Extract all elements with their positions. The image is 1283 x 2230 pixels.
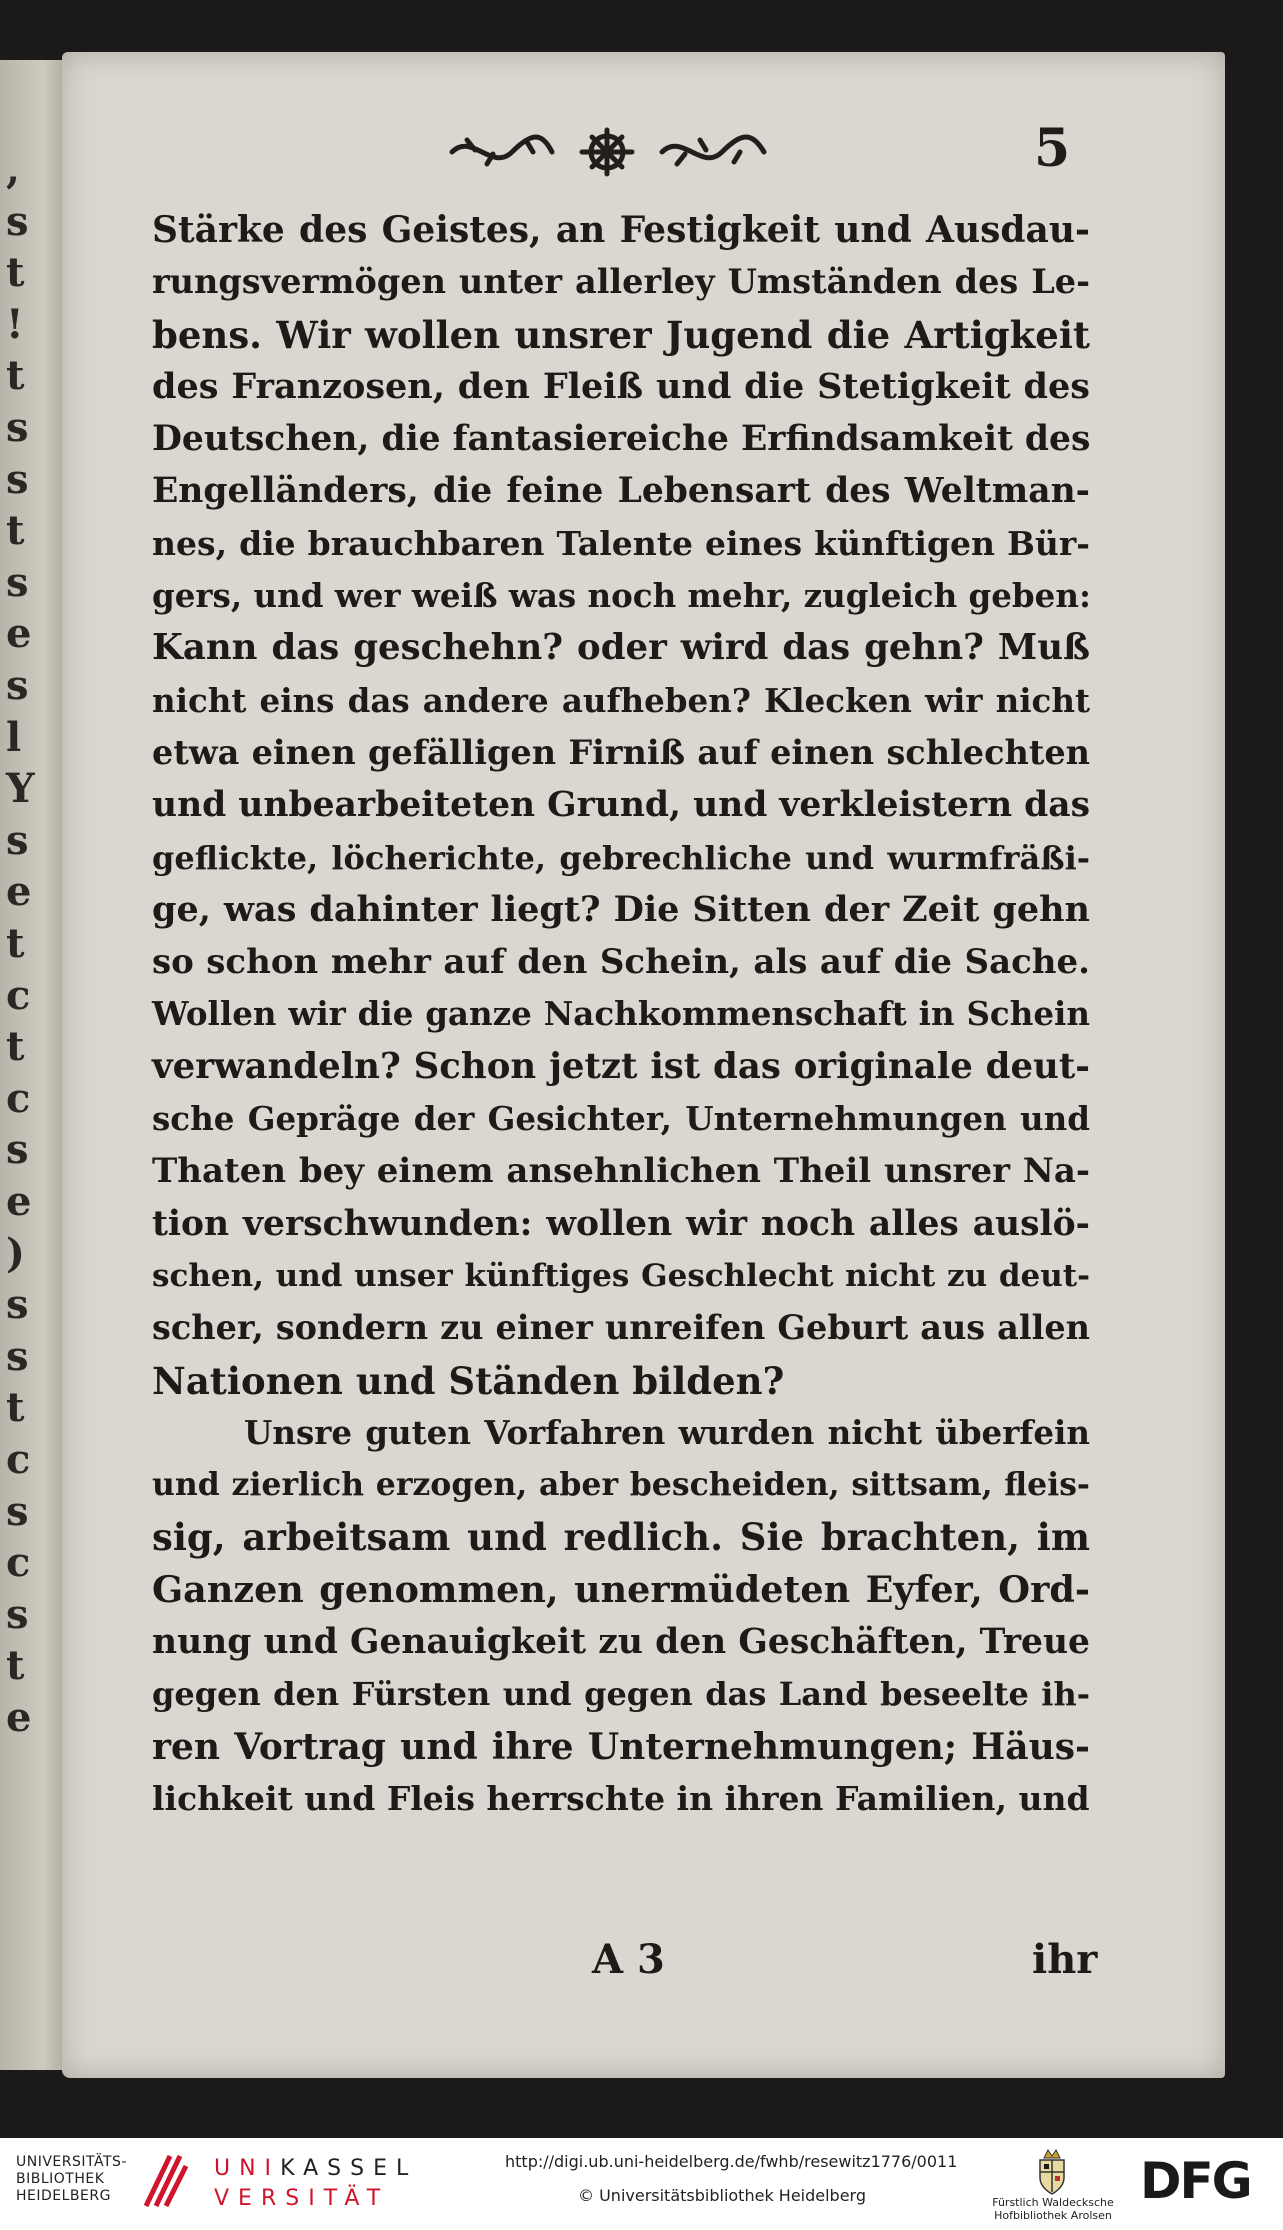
ub-heidelberg-logo[interactable] xyxy=(16,2154,127,2205)
text-line: und unbearbeiteten Grund, und verkleistern das xyxy=(152,785,1091,826)
margin-char: , xyxy=(6,146,20,193)
text-line: lichkeit und Fleis herrschte in ihren Familien, und xyxy=(152,1778,1090,1818)
margin-char: s xyxy=(6,404,29,451)
margin-char: ) xyxy=(6,1229,25,1277)
text-line: nes, die brauchbaren Talente eines künftigen Bür- xyxy=(152,523,1090,563)
margin-char: e xyxy=(6,868,32,916)
margin-char: t xyxy=(6,1642,25,1690)
margin-char: l xyxy=(6,713,22,761)
kassel-logo-icon xyxy=(140,2150,188,2212)
footer-bar xyxy=(0,2138,1283,2230)
text-line: gegen den Fürsten und gegen das Land beseelte ih- xyxy=(152,1675,1090,1714)
signature-mark: A 3 xyxy=(592,1936,665,1983)
copyright-notice: © Universitätsbibliothek Heidelberg xyxy=(578,2186,867,2205)
arolsen-library-label xyxy=(988,2196,1118,2222)
text-line: Deutschen, die fantasiereiche Erfindsamkeit des xyxy=(152,419,1091,460)
margin-char: s xyxy=(6,1332,29,1380)
margin-char: t xyxy=(6,1384,25,1432)
margin-char: t xyxy=(6,507,25,555)
margin-char: ! xyxy=(6,300,24,348)
arolsen-crest-icon xyxy=(1036,2146,1068,2196)
kassel-uni: UNI xyxy=(214,2156,281,2181)
text-line: und zierlich erzogen, aber bescheiden, sittsam, fleis- xyxy=(152,1466,1090,1504)
margin-char: c xyxy=(6,1074,31,1122)
ub-logo-line: BIBLIOTHEK xyxy=(16,2171,105,2187)
margin-char: e xyxy=(6,1694,32,1741)
kassel-versitaet: VERSITÄT xyxy=(214,2186,390,2211)
text-line: des Franzosen, den Fleiß und die Stetigkeit des xyxy=(152,365,1090,407)
margin-char: t xyxy=(6,249,25,297)
text-line: rungsvermögen unter allerley Umständen des Le- xyxy=(152,262,1090,302)
margin-char: s xyxy=(6,662,29,709)
arolsen-line: Hofbibliothek Arolsen xyxy=(994,2209,1112,2222)
margin-char: s xyxy=(6,558,29,606)
text-line: Stärke des Geistes, an Festigkeit und Ausdau- xyxy=(152,209,1090,251)
text-line: Ganzen genommen, unermüdeten Eyfer, Ord- xyxy=(152,1567,1090,1611)
text-line: sche Gepräge der Gesichter, Unternehmungen und xyxy=(152,1099,1090,1139)
ub-logo-line: HEIDELBERG xyxy=(16,2188,111,2204)
text-line: Unsre guten Vorfahren wurden nicht überfein xyxy=(244,1412,1090,1452)
margin-char: c xyxy=(6,971,31,1019)
margin-char: c xyxy=(6,1539,31,1587)
uni-kassel-logo[interactable] xyxy=(214,2154,417,2214)
text-line: Engelländers, die feine Lebensart des Weltman- xyxy=(152,471,1090,512)
body-text xyxy=(152,204,1090,1825)
kassel-name: KASSEL xyxy=(280,2156,418,2181)
text-line: nung und Genauigkeit zu den Geschäften, Treue xyxy=(152,1622,1090,1663)
text-line: Wollen wir die ganze Nachkommenschaft in Schein xyxy=(152,994,1090,1034)
arolsen-line: Fürstlich Waldecksche xyxy=(992,2196,1114,2209)
margin-char: t xyxy=(6,352,25,400)
text-line: verwandeln? Schon jetzt ist das originale deut- xyxy=(152,1045,1090,1087)
margin-char: s xyxy=(6,1281,29,1329)
margin-char: t xyxy=(6,1023,25,1071)
text-line: Nationen und Ständen bilden? xyxy=(152,1358,785,1403)
text-line: schen, und unser künftiges Geschlecht nicht zu deut- xyxy=(152,1257,1090,1294)
margin-char: e xyxy=(6,610,32,658)
text-line: Kann das geschehn? oder wird das gehn? Muß xyxy=(152,627,1090,669)
text-line: ren Vortrag und ihre Unternehmungen; Häus- xyxy=(152,1725,1090,1768)
book-page xyxy=(62,52,1225,2078)
page-number: 5 xyxy=(1034,118,1071,179)
margin-char: s xyxy=(6,1126,29,1174)
margin-char: s xyxy=(6,816,29,864)
text-line: Thaten bey einem ansehnlichen Theil unsrer Na- xyxy=(152,1151,1090,1192)
text-line: tion verschwunden: wollen wir noch alles auslö- xyxy=(152,1203,1090,1244)
text-line: ge, was dahinter liegt? Die Sitten der Zeit gehn xyxy=(152,888,1090,930)
text-line: bens. Wir wollen unsrer Jugend die Artigkeit xyxy=(152,312,1090,357)
text-line: etwa einen gefälligen Firniß auf einen schlechten xyxy=(152,732,1090,772)
margin-char: e xyxy=(6,1178,32,1225)
text-line: scher, sondern zu einer unreifen Geburt aus allen xyxy=(152,1308,1090,1348)
margin-char: t xyxy=(6,920,25,967)
text-line: sig, arbeitsam und redlich. Sie brachten, im xyxy=(152,1515,1090,1560)
text-line: gers, und wer weiß was noch mehr, zugleich geben: xyxy=(152,576,1091,616)
margin-char: s xyxy=(6,1590,29,1638)
ornament-icon xyxy=(442,122,772,182)
text-line: so schon mehr auf den Schein, als auf die Sache. xyxy=(152,942,1090,983)
text-line: geflickte, löcherichte, gebrechliche und wurmfräßi- xyxy=(152,838,1090,877)
text-line: nicht eins das andere aufheben? Klecken wir nicht xyxy=(152,680,1090,720)
permalink-url[interactable]: http://digi.ub.uni-heidelberg.de/fwhb/resewitz1776/0011 xyxy=(505,2152,958,2171)
margin-char: s xyxy=(6,455,29,503)
margin-char: c xyxy=(6,1436,31,1483)
margin-char: Y xyxy=(6,765,35,813)
margin-char: s xyxy=(6,1487,29,1535)
catchword: ihr xyxy=(1032,1936,1098,1983)
margin-char: s xyxy=(6,197,29,245)
dfg-logo[interactable]: DFG xyxy=(1140,2152,1251,2210)
ub-logo-line: UNIVERSITÄTS- xyxy=(16,2154,127,2170)
